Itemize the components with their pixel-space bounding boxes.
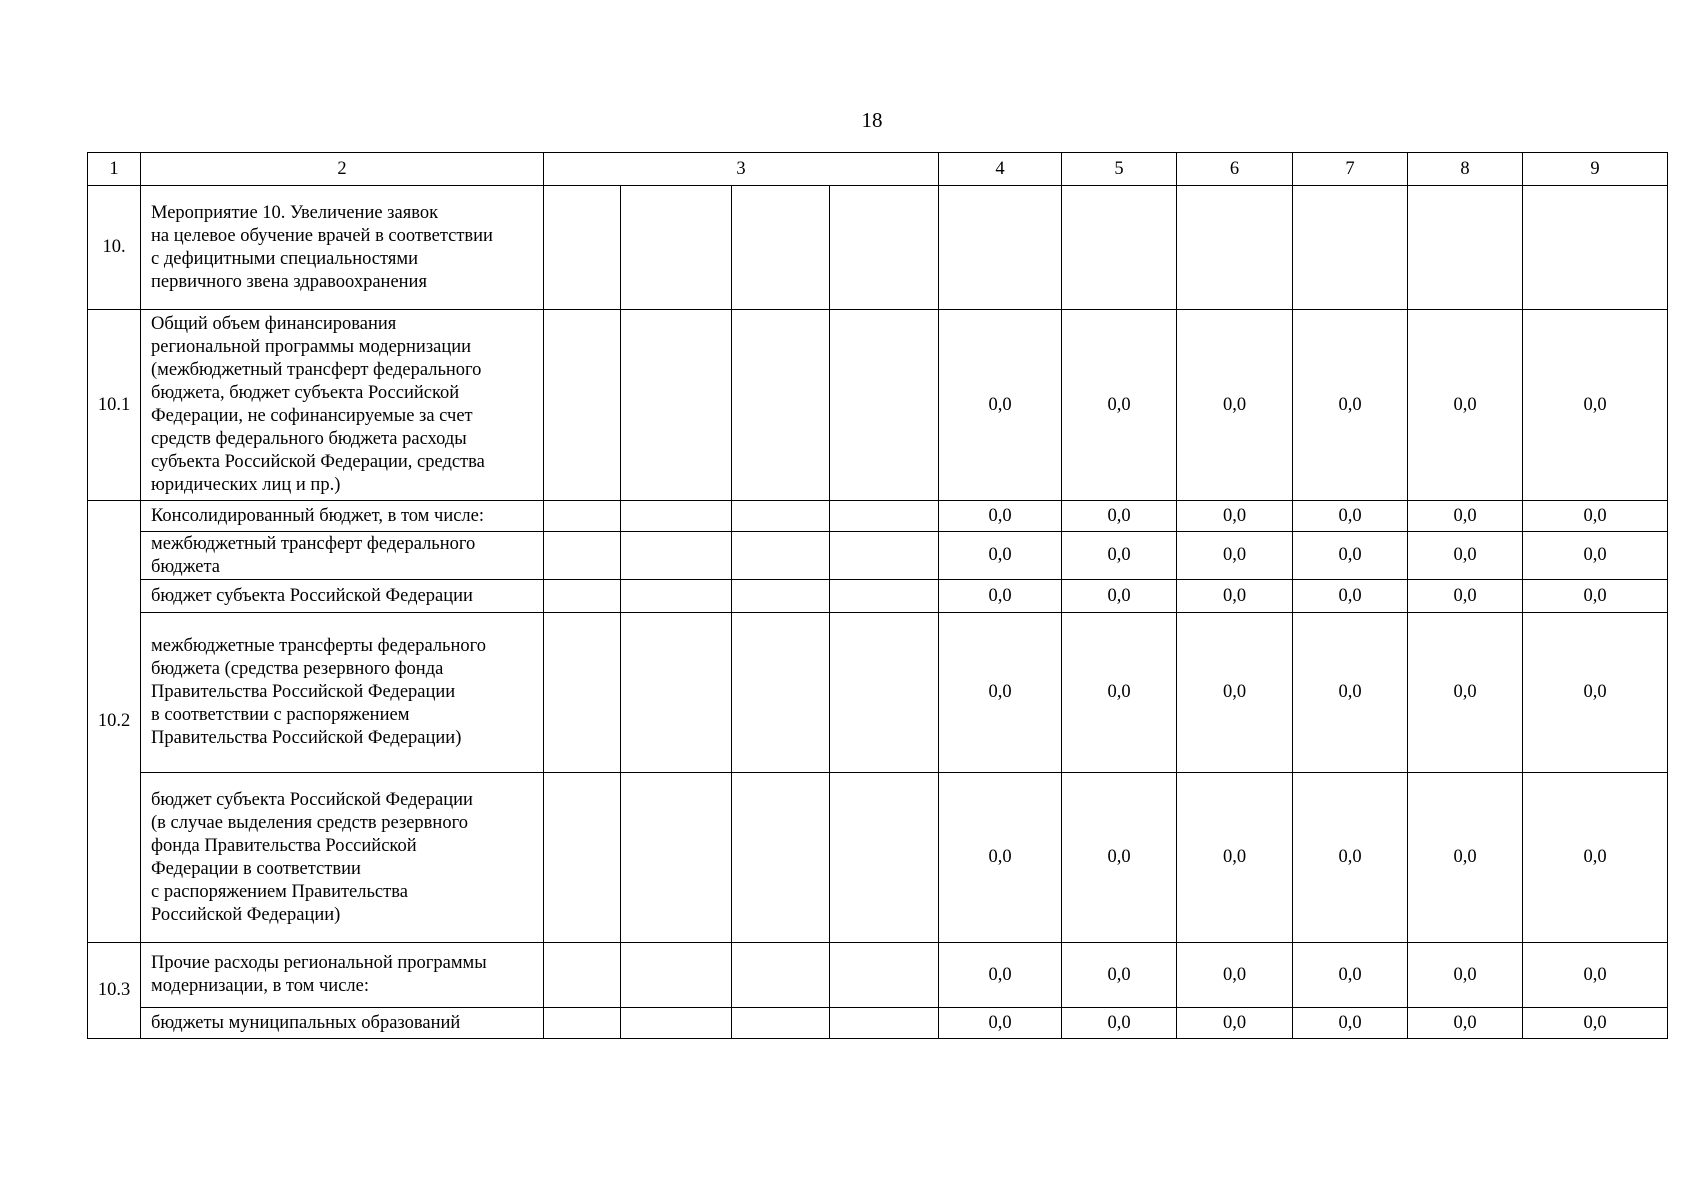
empty-cell: [544, 613, 621, 773]
empty-cell: [621, 1008, 732, 1039]
empty-cell: [830, 773, 939, 943]
value-cell: 0,0: [1177, 501, 1293, 532]
header-cell: 8: [1408, 153, 1523, 186]
empty-cell: [732, 773, 830, 943]
row-text: Прочие расходы региональной программы модернизации, в том числе:: [141, 943, 544, 1008]
empty-cell: [830, 1008, 939, 1039]
financing-table: [87, 152, 1668, 1039]
row-text: межбюджетный трансферт федерального бюджета: [141, 532, 544, 580]
value-cell: 0,0: [1523, 580, 1668, 613]
value-cell: 0,0: [1062, 310, 1177, 501]
header-cell: 6: [1177, 153, 1293, 186]
value-cell: [1523, 186, 1668, 310]
empty-cell: [732, 1008, 830, 1039]
value-cell: 0,0: [1062, 943, 1177, 1008]
empty-cell: [732, 943, 830, 1008]
table-row: [88, 613, 1668, 773]
value-cell: 0,0: [1523, 310, 1668, 501]
value-cell: 0,0: [1408, 1008, 1523, 1039]
empty-cell: [544, 501, 621, 532]
empty-cell: [544, 186, 621, 310]
value-cell: 0,0: [1293, 501, 1408, 532]
value-cell: 0,0: [1293, 773, 1408, 943]
row-text: бюджеты муниципальных образований: [141, 1008, 544, 1039]
header-cell: 9: [1523, 153, 1668, 186]
empty-cell: [621, 773, 732, 943]
empty-cell: [732, 501, 830, 532]
empty-cell: [830, 532, 939, 580]
row-number: 10.: [88, 186, 141, 310]
value-cell: 0,0: [1408, 532, 1523, 580]
value-cell: 0,0: [1177, 773, 1293, 943]
header-cell: 1: [88, 153, 141, 186]
value-cell: 0,0: [939, 310, 1062, 501]
value-cell: 0,0: [1293, 310, 1408, 501]
row-text: Общий объем финансирования региональной программы модернизации (межбюджетный трансферт федерального бюджета, бюджет субъекта Российской Федерации, не софинансируемые за счет средств федерального бюджета расходы субъекта Российской Федерации, средства юридических лиц и пр.): [141, 310, 544, 501]
header-cell: 5: [1062, 153, 1177, 186]
empty-cell: [830, 943, 939, 1008]
row-text: бюджет субъекта Российской Федерации (в случае выделения средств резервного фонда Правительства Российской Федерации в соответствии с распоряжением Правительства Российской Федерации): [141, 773, 544, 943]
value-cell: 0,0: [939, 1008, 1062, 1039]
value-cell: 0,0: [1062, 532, 1177, 580]
empty-cell: [830, 186, 939, 310]
table-row: [88, 580, 1668, 613]
value-cell: 0,0: [1062, 501, 1177, 532]
value-cell: 0,0: [1523, 613, 1668, 773]
empty-cell: [830, 501, 939, 532]
row-text: Консолидированный бюджет, в том числе:: [141, 501, 544, 532]
table-row: [88, 186, 1668, 310]
value-cell: [1177, 186, 1293, 310]
empty-cell: [621, 186, 732, 310]
header-cell: 7: [1293, 153, 1408, 186]
empty-cell: [621, 580, 732, 613]
value-cell: 0,0: [1177, 1008, 1293, 1039]
empty-cell: [621, 310, 732, 501]
empty-cell: [544, 580, 621, 613]
value-cell: 0,0: [1408, 613, 1523, 773]
value-cell: [939, 186, 1062, 310]
value-cell: 0,0: [1408, 501, 1523, 532]
page-number: 18: [861, 108, 883, 132]
empty-cell: [544, 532, 621, 580]
empty-cell: [830, 580, 939, 613]
value-cell: 0,0: [1293, 580, 1408, 613]
value-cell: [1408, 186, 1523, 310]
row-number: 10.2: [88, 501, 141, 943]
empty-cell: [621, 613, 732, 773]
table-row: [88, 773, 1668, 943]
empty-cell: [830, 613, 939, 773]
empty-cell: [732, 580, 830, 613]
value-cell: 0,0: [1523, 501, 1668, 532]
value-cell: 0,0: [1293, 532, 1408, 580]
value-cell: 0,0: [1523, 773, 1668, 943]
empty-cell: [732, 310, 830, 501]
row-number: 10.1: [88, 310, 141, 501]
empty-cell: [732, 186, 830, 310]
value-cell: 0,0: [1177, 943, 1293, 1008]
value-cell: [1293, 186, 1408, 310]
table-row: [88, 532, 1668, 580]
value-cell: 0,0: [1293, 1008, 1408, 1039]
value-cell: 0,0: [1523, 943, 1668, 1008]
value-cell: 0,0: [1062, 580, 1177, 613]
value-cell: 0,0: [1177, 580, 1293, 613]
value-cell: 0,0: [1177, 613, 1293, 773]
value-cell: 0,0: [1523, 532, 1668, 580]
value-cell: 0,0: [1523, 1008, 1668, 1039]
value-cell: 0,0: [1408, 773, 1523, 943]
value-cell: 0,0: [939, 532, 1062, 580]
table-row: [88, 501, 1668, 532]
empty-cell: [544, 943, 621, 1008]
value-cell: 0,0: [1062, 1008, 1177, 1039]
empty-cell: [830, 310, 939, 501]
value-cell: 0,0: [939, 773, 1062, 943]
value-cell: 0,0: [939, 501, 1062, 532]
value-cell: 0,0: [1408, 310, 1523, 501]
value-cell: 0,0: [1177, 532, 1293, 580]
header-cell: 4: [939, 153, 1062, 186]
row-number: 10.3: [88, 943, 141, 1039]
value-cell: 0,0: [1177, 310, 1293, 501]
table-row: [88, 943, 1668, 1008]
table-row: [88, 1008, 1668, 1039]
value-cell: 0,0: [939, 613, 1062, 773]
header-row: [88, 153, 1668, 186]
empty-cell: [621, 943, 732, 1008]
row-text: бюджет субъекта Российской Федерации: [141, 580, 544, 613]
empty-cell: [621, 532, 732, 580]
value-cell: 0,0: [1062, 773, 1177, 943]
empty-cell: [732, 613, 830, 773]
value-cell: 0,0: [939, 943, 1062, 1008]
value-cell: [1062, 186, 1177, 310]
value-cell: 0,0: [1293, 943, 1408, 1008]
value-cell: 0,0: [1062, 613, 1177, 773]
value-cell: 0,0: [1293, 613, 1408, 773]
empty-cell: [732, 532, 830, 580]
empty-cell: [544, 1008, 621, 1039]
empty-cell: [621, 501, 732, 532]
value-cell: 0,0: [939, 580, 1062, 613]
empty-cell: [544, 310, 621, 501]
row-text: Мероприятие 10. Увеличение заявок на целевое обучение врачей в соответствии с дефицитными специальностями первичного звена здравоохранения: [141, 186, 544, 310]
table-row: [88, 310, 1668, 501]
empty-cell: [544, 773, 621, 943]
header-cell: 2: [141, 153, 544, 186]
row-text: межбюджетные трансферты федерального бюджета (средства резервного фонда Правительства Российской Федерации в соответствии с распоряжением Правительства Российской Федерации): [141, 613, 544, 773]
header-cell: 3: [544, 153, 939, 186]
value-cell: 0,0: [1408, 943, 1523, 1008]
value-cell: 0,0: [1408, 580, 1523, 613]
